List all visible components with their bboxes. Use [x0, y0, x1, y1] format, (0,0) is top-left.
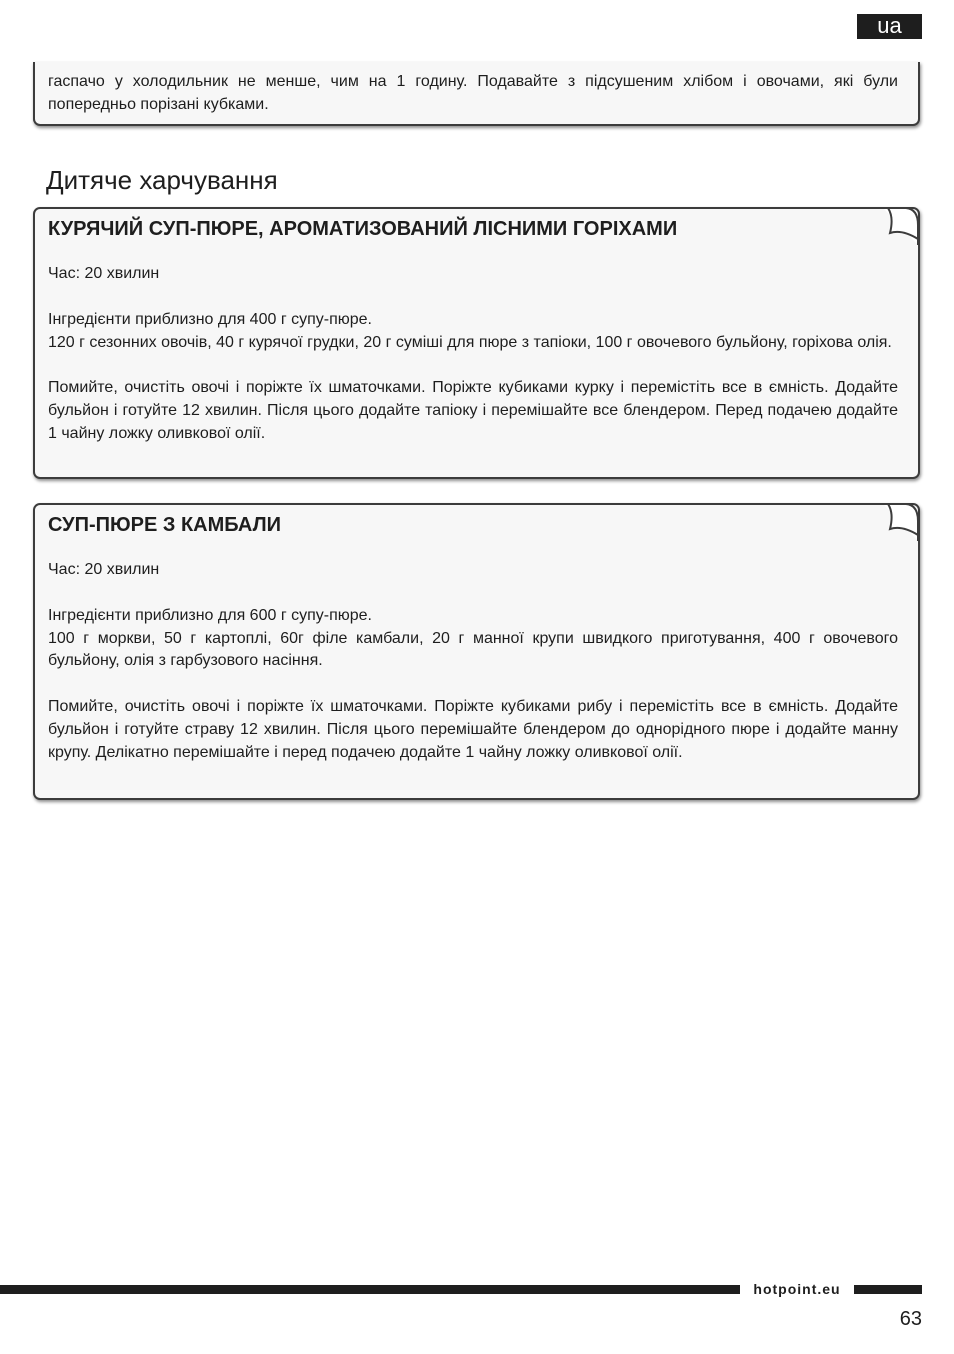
recipe-ingredients-intro: Інгредієнти приблизно для 400 г супу-пюре.	[48, 310, 372, 328]
recipe-card	[33, 503, 920, 800]
page-number: 63	[899, 1308, 922, 1330]
recipe-card	[33, 207, 920, 479]
recipe-ingredients: 100 г моркви, 50 г картоплі, 60г філе камбали, 20 г манної крупи швидкого приготування, 400 г овочевого бульйону, олія з гарбузового насіння.	[48, 629, 898, 670]
footer-rule-right	[854, 1285, 922, 1294]
footer-site-name: hotpoint.eu	[753, 1281, 841, 1297]
recipe-ingredients: 120 г сезонних овочів, 40 г курячої грудки, 20 г суміші для пюре з тапіоки, 100 г овочевого бульйону, горіхова олія.	[48, 333, 892, 351]
recipe-ingredients-intro: Інгредієнти приблизно для 600 г супу-пюре.	[48, 606, 372, 624]
page-fold-icon	[884, 503, 920, 541]
language-badge: ua	[857, 14, 922, 39]
continued-recipe-box	[33, 62, 920, 126]
recipe-method: Помийте, очистіть овочі і поріжте їх шматочками. Поріжте кубиками рибу і перемістіть все в ємність. Додайте бульйон і готуйте страву 12 хвилин. Після цього перемішайте блендером до однорідного пюре і додайте манну крупу. Делікатно перемішайте і перед подачею додайте 1 чайну ложку оливкової олії.	[48, 698, 898, 761]
continued-text: гаспачо у холодильник не менше, чим на 1 годину. Подавайте з підсушеним хлібом і овочами, які були попередньо порізані кубками.	[48, 73, 898, 113]
recipe-title: СУП-ПЮРЕ З КАМБАЛИ	[48, 514, 281, 536]
recipe-time: Час: 20 хвилин	[48, 265, 160, 282]
section-title: Дитяче харчування	[46, 165, 278, 195]
recipe-method: Помийте, очистіть овочі і поріжте їх шматочками. Поріжте кубиками курку і перемістіть все в ємність. Додайте бульйон і готуйте 12 хвилин. Після цього додайте тапіоку і перемішайте все блендером. Перед подачею додайте 1 чайну ложку оливкової олії.	[48, 379, 898, 442]
page-fold-icon	[884, 207, 920, 245]
recipe-title: КУРЯЧИЙ СУП-ПЮРЕ, АРОМАТИЗОВАНИЙ ЛІСНИМИ ГОРІХАМИ	[48, 218, 678, 240]
footer-rule-left	[0, 1285, 740, 1294]
recipe-time: Час: 20 хвилин	[48, 561, 160, 578]
